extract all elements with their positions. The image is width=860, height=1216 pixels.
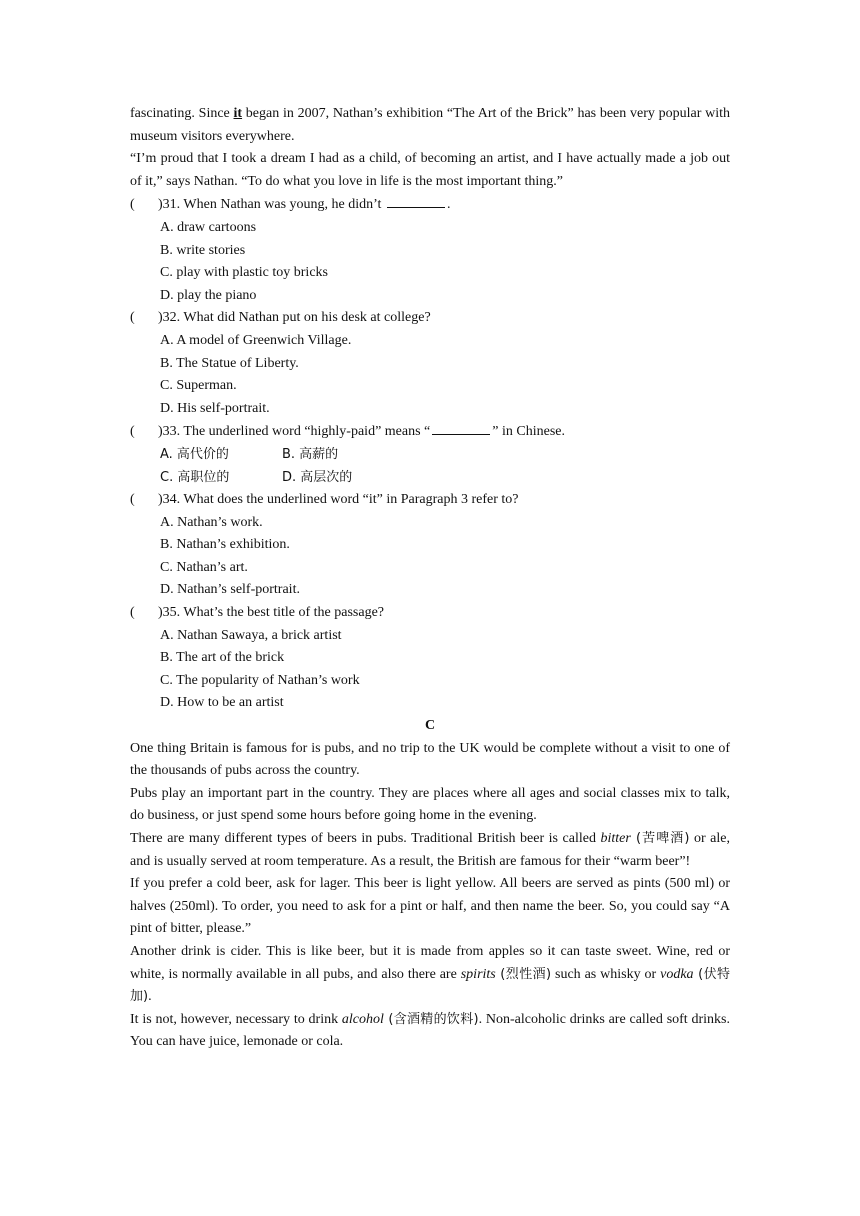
answer-bracket[interactable]: ( (130, 605, 135, 621)
answer-blank (432, 420, 490, 435)
paragraph-text: or ale, and is usually served at room temperature. As a result, the British are famous for their “warm beer”! (130, 831, 730, 869)
option-c: C. play with plastic toy bricks (160, 265, 328, 281)
option-b: B. The Statue of Liberty. (160, 355, 299, 371)
question-suffix: ” in Chinese. (492, 424, 565, 440)
option-d: D. His self-portrait. (160, 400, 270, 416)
passage-c-paragraph-1: One thing Britain is famous for is pubs, and no trip to the UK would be complete without a visit to one of the thousands of pubs across the country. (130, 740, 730, 779)
question-text: )32. What did Nathan put on his desk at college? (158, 310, 431, 326)
paragraph-text: It is not, however, necessary to drink (130, 1011, 342, 1027)
passage-heading: C (424, 718, 436, 734)
question-text: )33. The underlined word “highly-paid” means “ (158, 424, 431, 440)
question-text: )34. What does the underlined word “it” in Paragraph 3 refer to? (158, 492, 519, 508)
passage-c-paragraph-6 (130, 1009, 730, 1054)
option-a: A. A model of Greenwich Village. (160, 332, 352, 348)
question-33 (130, 420, 730, 444)
option-c: C. Superman. (160, 378, 237, 394)
answer-bracket[interactable]: ( (130, 197, 135, 213)
term-translation: (苦啤酒) (630, 831, 690, 846)
answer-bracket[interactable]: ( (130, 424, 135, 440)
underlined-it: it (233, 106, 243, 121)
paragraph-text: . (148, 989, 152, 1005)
passage-c-paragraph-4: If you prefer a cold beer, ask for lager. This beer is light yellow. All beers are served as pints (500 ml) or halves (250ml). To order, you need to ask for a pint or half, and then name the beer. So, you could say “A pint of bitter, please.” (130, 876, 730, 937)
paragraph-text: There are many different types of beers in pubs. Traditional British beer is called (130, 831, 601, 846)
option-b: B. 高薪的 (282, 446, 339, 462)
option-d: D. play the piano (160, 287, 257, 303)
option-d: D. How to be an artist (160, 695, 284, 711)
answer-blank (387, 193, 445, 208)
term-translation: (烈性酒) (495, 966, 552, 982)
option-a: A. 高代价的 (160, 446, 229, 462)
option-c: C. The popularity of Nathan’s work (160, 672, 360, 688)
question-35 (130, 602, 730, 625)
question-suffix: . (446, 197, 451, 213)
paragraph-text: began in 2007, Nathan’s exhibition “The Art of the Brick” has been very popular with museum visitors everywhere. (130, 106, 730, 144)
option-row (160, 444, 730, 467)
term-bitter: bitter (600, 831, 631, 846)
term-translation: (含酒精的饮料) (383, 1011, 479, 1027)
term-spirits: spirits (460, 966, 496, 982)
question-text: )31. When Nathan was young, he didn’t (158, 197, 382, 213)
paragraph-text: fascinating. Since (130, 106, 234, 121)
document-page (130, 103, 730, 1054)
term-alcohol: alcohol (341, 1011, 384, 1027)
question-text: )35. What’s the best title of the passage? (158, 605, 385, 621)
option-b: B. write stories (160, 242, 246, 258)
passage-c-paragraph-2: Pubs play an important part in the country. They are places where all ages and social classes mix to talk, do business, or just spend some hours before going home in the evening. (130, 785, 730, 824)
question-31 (130, 193, 730, 217)
passage-c-paragraph-3 (130, 828, 730, 873)
option-b: B. Nathan’s exhibition. (160, 537, 290, 553)
option-a: A. Nathan’s work. (160, 514, 263, 530)
option-d: D. Nathan’s self-portrait. (160, 582, 300, 598)
term-vodka: vodka (660, 966, 694, 982)
paragraph-text: . Non-alcoholic drinks are called soft drinks. You can have juice, lemonade or cola. (130, 1011, 731, 1050)
question-32 (130, 307, 730, 330)
answer-bracket[interactable]: ( (130, 492, 135, 508)
answer-bracket[interactable]: ( (130, 310, 135, 326)
option-c: C. Nathan’s art. (160, 559, 248, 575)
paragraph-text: such as whisky or (551, 966, 661, 982)
option-d: D. 高层次的 (282, 469, 353, 485)
option-a: A. draw cartoons (160, 219, 257, 235)
option-row (160, 467, 730, 490)
passage-c-paragraph-5 (130, 941, 730, 1009)
option-b: B. The art of the brick (160, 650, 285, 666)
passage-b-quote-paragraph: “I’m proud that I took a dream I had as a child, of becoming an artist, and I have actually made a job out of it,” says Nathan. “To do what you love in life is the most important thing.” (130, 151, 730, 189)
question-34 (130, 489, 730, 512)
paragraph-text: Another drink is cider. This is like beer, but it is made from apples so it can taste sweet. Wine, red or white, is normally available in all pubs, and also there are (130, 943, 730, 982)
option-a: A. Nathan Sawaya, a brick artist (160, 627, 342, 643)
term-translation: (伏特加) (130, 966, 730, 1005)
passage-b-paragraph (130, 103, 730, 148)
option-c: C. 高职位的 (160, 469, 230, 485)
